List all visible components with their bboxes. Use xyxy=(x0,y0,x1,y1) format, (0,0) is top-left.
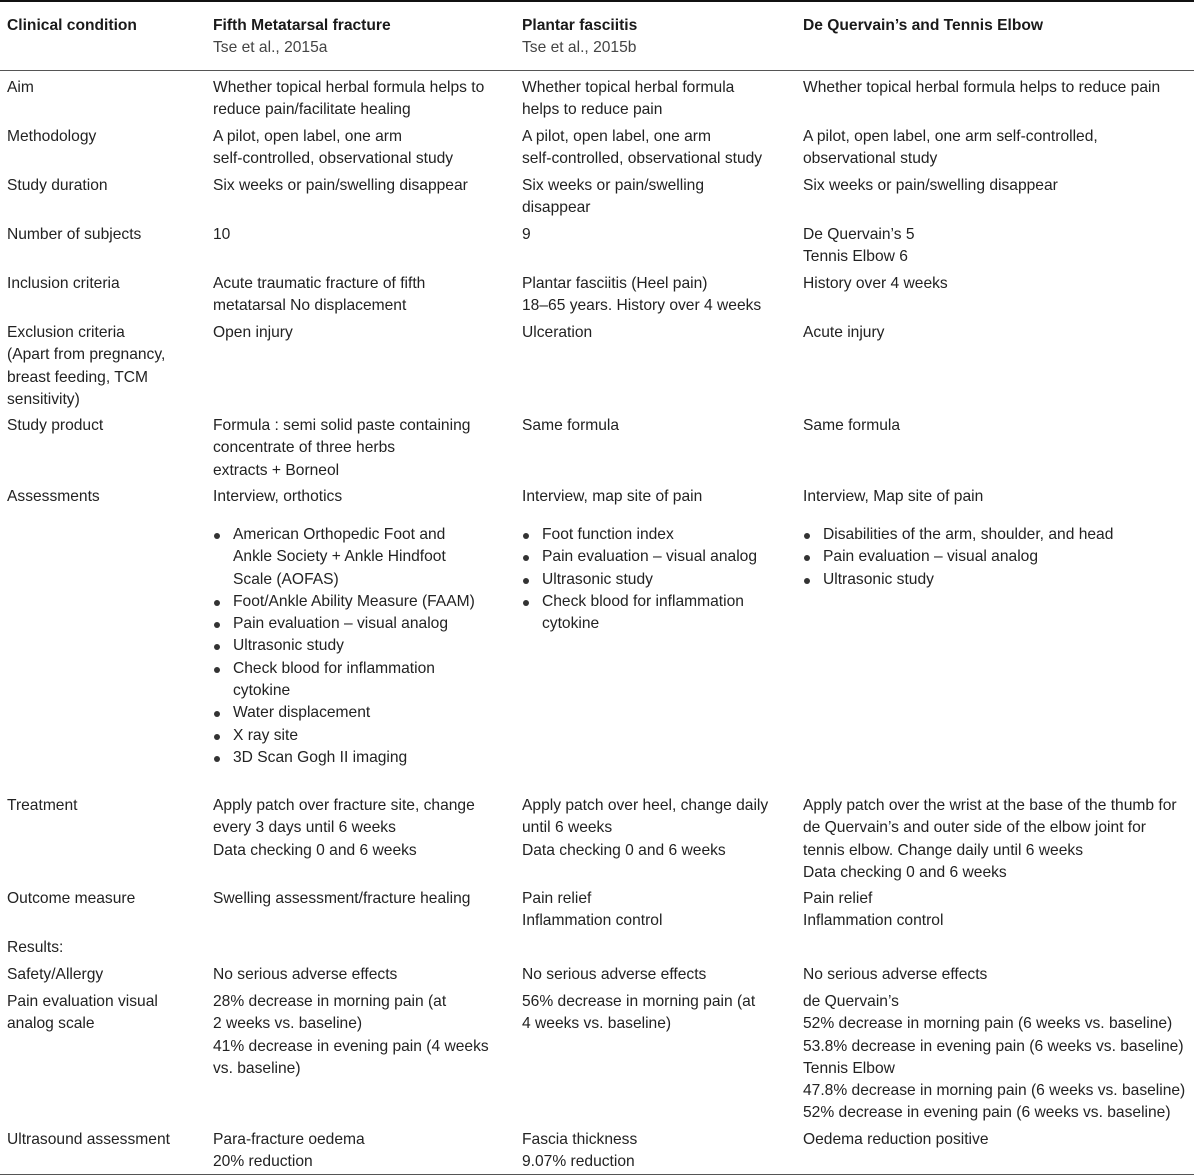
bullet-item-line: Ultrasonic study xyxy=(522,569,757,591)
bullet-dot-icon xyxy=(804,555,810,561)
cell-line: A pilot, open label, one arm self-controlled, xyxy=(803,128,1098,145)
row-cell-c2 xyxy=(522,77,734,122)
bullet-dot-icon xyxy=(804,533,810,539)
cell-line: breast feeding, TCM xyxy=(7,368,148,386)
cell-line: Assessments xyxy=(7,488,100,505)
cell-line: No serious adverse effects xyxy=(213,966,398,983)
cell-line: concentrate of three herbs xyxy=(213,439,396,457)
bullet-dot-icon xyxy=(214,600,220,606)
bullet-item-line: Pain evaluation – visual analog xyxy=(522,546,757,568)
assessment-bullet-list-c2 xyxy=(522,524,757,635)
row-label xyxy=(7,322,165,411)
cell-line: self-controlled, observational study xyxy=(522,150,763,168)
cell-line: 9.07% reduction xyxy=(522,1153,635,1171)
bullet-item-line: Disabilities of the arm, shoulder, and head xyxy=(803,524,1113,546)
cell-line: A pilot, open label, one arm xyxy=(522,128,711,145)
cell-line: Data checking 0 and 6 weeks xyxy=(803,863,1007,881)
cell-line: Data checking 0 and 6 weeks xyxy=(213,841,417,859)
bullet-dot-icon xyxy=(214,756,220,762)
row-cell-c3 xyxy=(803,888,943,933)
cell-line: Inclusion criteria xyxy=(7,275,120,292)
row-cell-c3 xyxy=(803,322,884,344)
cell-line: until 6 weeks xyxy=(522,819,613,837)
row-cell-c2 xyxy=(522,126,762,171)
row-cell-c1 xyxy=(213,224,230,246)
cell-line: No serious adverse effects xyxy=(803,966,988,983)
row-label xyxy=(7,795,77,817)
cell-line: Study product xyxy=(7,417,104,434)
row-cell-c3 xyxy=(803,273,948,295)
row-cell-c1 xyxy=(213,77,484,122)
row-cell-c1 xyxy=(213,964,397,986)
cell-line: self-controlled, observational study xyxy=(213,150,454,168)
row-cell-c1 xyxy=(213,322,293,344)
cell-line: Interview, orthotics xyxy=(213,488,343,505)
header-fifth-metatarsal-title: Fifth Metatarsal fracture xyxy=(213,17,391,34)
cell-line: Inflammation control xyxy=(803,912,944,930)
row-label xyxy=(7,991,158,1036)
bullet-dot-icon xyxy=(523,578,529,584)
row-cell-c2 xyxy=(522,486,702,508)
bullet-dot-icon xyxy=(523,533,529,539)
cell-line: sensitivity) xyxy=(7,390,80,408)
row-cell-c1 xyxy=(213,175,468,197)
cell-line: (Apart from pregnancy, xyxy=(7,346,166,364)
cell-line: Plantar fasciitis (Heel pain) xyxy=(522,275,708,292)
row-label xyxy=(7,273,120,295)
row-cell-c1 xyxy=(213,126,453,171)
cell-line: Ulceration xyxy=(522,324,593,341)
row-label xyxy=(7,77,34,99)
cell-line: Whether topical herbal formula helps to reduce pain xyxy=(803,79,1161,96)
row-cell-c2 xyxy=(522,224,531,246)
row-label xyxy=(7,888,135,910)
bullet-item-line: American Orthopedic Foot and xyxy=(213,524,475,546)
cell-line: Six weeks or pain/swelling disappear xyxy=(213,177,468,194)
row-cell-c1 xyxy=(213,1129,365,1174)
cell-line: tennis elbow. Change daily until 6 weeks xyxy=(803,841,1083,859)
cell-line: Interview, Map site of pain xyxy=(803,488,984,505)
cell-line: helps to reduce pain xyxy=(522,101,663,119)
row-cell-c1 xyxy=(213,486,342,508)
bullet-item-line: Ultrasonic study xyxy=(213,635,475,657)
header-plantar-fasciitis-title: Plantar fasciitis xyxy=(522,17,638,34)
header-clinical-condition: Clinical condition xyxy=(7,17,137,34)
row-cell-c2 xyxy=(522,888,662,933)
bullet-dot-icon xyxy=(214,533,220,539)
cell-line: Acute traumatic fracture of fifth xyxy=(213,275,426,292)
row-label xyxy=(7,1129,170,1151)
cell-line: Apply patch over fracture site, change xyxy=(213,797,475,814)
cell-line: 52% decrease in morning pain (6 weeks vs. baseline) xyxy=(803,1015,1173,1033)
cell-line: de Quervain’s xyxy=(803,993,899,1010)
row-label xyxy=(7,224,141,246)
cell-line: 52% decrease in evening pain (6 weeks vs. baseline) xyxy=(803,1104,1171,1122)
cell-line: Safety/Allergy xyxy=(7,966,104,983)
cell-line: Six weeks or pain/swelling disappear xyxy=(803,177,1058,194)
cell-line: Ultrasound assessment xyxy=(7,1131,170,1148)
row-label xyxy=(7,126,96,148)
cell-line: analog scale xyxy=(7,1015,95,1033)
cell-line: Swelling assessment/fracture healing xyxy=(213,890,471,907)
cell-line: 41% decrease in evening pain (4 weeks xyxy=(213,1037,489,1055)
row-cell-c1 xyxy=(213,991,489,1080)
bullet-dot-icon xyxy=(523,555,529,561)
cell-line: 53.8% decrease in evening pain (6 weeks vs. baseline) xyxy=(803,1037,1184,1055)
header-plantar-fasciitis xyxy=(522,15,637,60)
cell-line: Number of subjects xyxy=(7,226,142,243)
cell-line: 18–65 years. History over 4 weeks xyxy=(522,297,762,315)
cell-line: 9 xyxy=(522,226,531,243)
row-cell-c3 xyxy=(803,175,1058,197)
cell-line: Six weeks or pain/swelling xyxy=(522,177,705,194)
row-cell-c2 xyxy=(522,964,706,986)
assessment-bullet-list-c1 xyxy=(213,524,475,769)
row-label xyxy=(7,964,103,986)
cell-line: Aim xyxy=(7,79,34,96)
bullet-item-line: cytokine xyxy=(233,682,291,700)
bullet-item-line: Foot/Ankle Ability Measure (FAAM) xyxy=(213,591,475,613)
row-cell-c3 xyxy=(803,224,915,269)
cell-line: extracts + Borneol xyxy=(213,461,340,479)
row-cell-c3 xyxy=(803,964,987,986)
row-cell-c1 xyxy=(213,888,470,910)
cell-line: Tennis Elbow xyxy=(803,1059,895,1077)
cell-line: Whether topical herbal formula helps to xyxy=(213,79,485,96)
cell-line: 47.8% decrease in morning pain (6 weeks vs. baseline) xyxy=(803,1082,1186,1100)
cell-line: Apply patch over heel, change daily xyxy=(522,797,769,814)
cell-line: Exclusion criteria xyxy=(7,324,125,341)
bullet-dot-icon xyxy=(214,734,220,740)
cell-line: Fascia thickness xyxy=(522,1131,638,1148)
cell-line: 10 xyxy=(213,226,231,243)
row-cell-c3 xyxy=(803,126,1098,171)
cell-line: Acute injury xyxy=(803,324,885,341)
bullet-dot-icon xyxy=(523,600,529,606)
cell-line: No serious adverse effects xyxy=(522,966,707,983)
cell-line: Methodology xyxy=(7,128,97,145)
cell-line: de Quervain’s and outer side of the elbow joint for xyxy=(803,819,1146,837)
bullet-item-line: Water displacement xyxy=(213,702,475,724)
cell-line: De Quervain’s 5 xyxy=(803,226,915,243)
row-label xyxy=(7,415,103,437)
cell-line: Open injury xyxy=(213,324,293,341)
cell-line: Pain relief xyxy=(522,890,592,907)
cell-line: Para-fracture oedema xyxy=(213,1131,365,1148)
cell-line: Outcome measure xyxy=(7,890,136,907)
row-cell-c3 xyxy=(803,486,983,508)
cell-line: Pain relief xyxy=(803,890,873,907)
row-cell-c3 xyxy=(803,415,900,437)
cell-line: Formula : semi solid paste containing xyxy=(213,417,471,434)
bullet-dot-icon xyxy=(804,578,810,584)
cell-line: vs. baseline) xyxy=(213,1059,301,1077)
cell-line: Inflammation control xyxy=(522,912,663,930)
row-cell-c3 xyxy=(803,991,1185,1125)
bullet-item-line: 3D Scan Gogh II imaging xyxy=(213,747,475,769)
bullet-dot-icon xyxy=(214,667,220,673)
cell-line: 2 weeks vs. baseline) xyxy=(213,1015,363,1033)
cell-line: every 3 days until 6 weeks xyxy=(213,819,396,837)
cell-line: Interview, map site of pain xyxy=(522,488,703,505)
row-cell-c2 xyxy=(522,175,704,220)
cell-line: disappear xyxy=(522,199,591,217)
row-cell-c2 xyxy=(522,991,755,1036)
cell-line: Study duration xyxy=(7,177,108,194)
bullet-item-line: Pain evaluation – visual analog xyxy=(803,546,1113,568)
bullet-item-line: Ankle Society + Ankle Hindfoot xyxy=(233,548,446,566)
header-divider-rule xyxy=(0,70,1194,71)
cell-line: 4 weeks vs. baseline) xyxy=(522,1015,672,1033)
header-de-quervain-tennis-elbow: De Quervain’s and Tennis Elbow xyxy=(803,17,1044,34)
bullet-item-line: Check blood for inflammation xyxy=(213,658,475,680)
bullet-dot-icon xyxy=(214,644,220,650)
cell-line: Whether topical herbal formula xyxy=(522,79,735,96)
bullet-item-line: Pain evaluation – visual analog xyxy=(213,613,475,635)
cell-line: 20% reduction xyxy=(213,1153,313,1171)
row-cell-c2 xyxy=(522,273,761,318)
cell-line: History over 4 weeks xyxy=(803,275,948,292)
row-cell-c3 xyxy=(803,1129,989,1151)
cell-line: Tennis Elbow 6 xyxy=(803,248,908,266)
cell-line: Results: xyxy=(7,939,64,956)
row-cell-c1 xyxy=(213,415,470,482)
row-cell-c3 xyxy=(803,77,1160,99)
bullet-item-line: cytokine xyxy=(542,615,600,633)
row-cell-c2 xyxy=(522,1129,637,1174)
cell-line: Oedema reduction positive xyxy=(803,1131,989,1148)
row-cell-c2 xyxy=(522,322,592,344)
bullet-item-line: Ultrasonic study xyxy=(803,569,1113,591)
row-cell-c1 xyxy=(213,273,425,318)
row-cell-c2 xyxy=(522,415,619,437)
row-label xyxy=(7,486,100,508)
row-cell-c2 xyxy=(522,795,768,862)
cell-line: Data checking 0 and 6 weeks xyxy=(522,841,726,859)
bullet-item-line: X ray site xyxy=(213,725,475,747)
row-label xyxy=(7,937,63,959)
header-fifth-metatarsal xyxy=(213,15,391,60)
cell-line: 28% decrease in morning pain (at xyxy=(213,993,447,1010)
cell-line: reduce pain/facilitate healing xyxy=(213,101,411,119)
cell-line: metatarsal No displacement xyxy=(213,297,407,315)
cell-line: Treatment xyxy=(7,797,78,814)
cell-line: Same formula xyxy=(522,417,620,434)
bullet-dot-icon xyxy=(214,711,220,717)
bullet-item-line: Foot function index xyxy=(522,524,757,546)
cell-line: 56% decrease in morning pain (at xyxy=(522,993,756,1010)
assessment-bullet-list-c3 xyxy=(803,524,1113,591)
bullet-item-line: Scale (AOFAS) xyxy=(233,570,339,588)
cell-line: A pilot, open label, one arm xyxy=(213,128,402,145)
cell-line: Pain evaluation visual xyxy=(7,993,158,1010)
header-plantar-fasciitis-ref: Tse et al., 2015b xyxy=(522,39,637,57)
cell-line: Same formula xyxy=(803,417,901,434)
table-top-rule xyxy=(0,0,1194,2)
bullet-item-line: Check blood for inflammation xyxy=(522,591,757,613)
row-cell-c1 xyxy=(213,795,475,862)
header-fifth-metatarsal-ref: Tse et al., 2015a xyxy=(213,39,328,57)
cell-line: Apply patch over the wrist at the base of the thumb for xyxy=(803,797,1177,814)
bullet-dot-icon xyxy=(214,622,220,628)
row-label xyxy=(7,175,108,197)
row-cell-c3 xyxy=(803,795,1177,884)
cell-line: observational study xyxy=(803,150,938,168)
